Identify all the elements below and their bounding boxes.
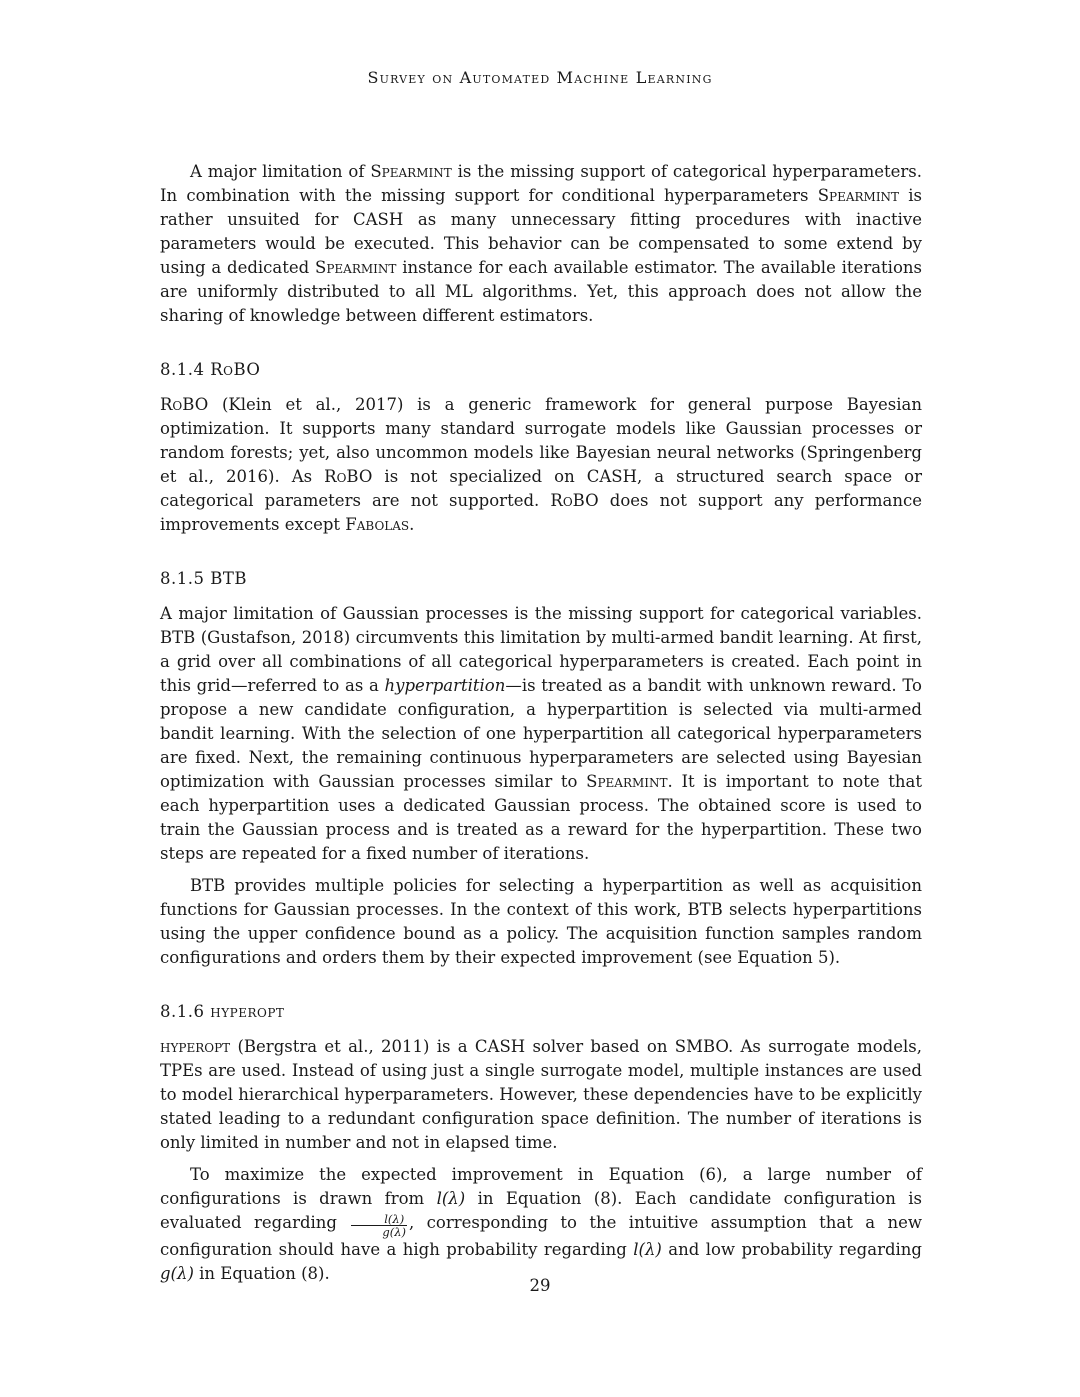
section-heading-btb: 8.1.5 BTB	[160, 569, 247, 588]
running-head: Survey on Automated Machine Learning	[367, 68, 713, 87]
term-spearmint: Spearmint	[315, 258, 397, 277]
paragraph-spearmint-limitation: A major limitation of Spearmint is the missing support of categorical hyperparameters. In combination with the missing support for conditional hyperparameters Spearmint is rather unsuited for CASH as many unnecessary fitting procedures with inactive parameters would be executed. This behavior can be compensated to some extend by using a dedicated Spearmint instance for each available estimator. The available iterations are uniformly distributed to all ML algorithms. Yet, this approach does not allow the sharing of knowledge between different estimators.	[160, 162, 922, 325]
fraction-numerator: l(λ)	[351, 1213, 407, 1226]
section-heading-hyperopt: 8.1.6 hyperopt	[160, 1002, 285, 1021]
term-spearmint: Spearmint	[370, 162, 452, 181]
term-hyperpartition: hyperpartition	[384, 676, 506, 695]
term-robo: RoBO	[550, 491, 599, 510]
paragraph-robo: RoBO (Klein et al., 2017) is a generic framework for general purpose Bayesian optimization. It supports many standard surrogate models like Gaussian processes or random forests; yet, also uncommon models like Bayesian neural networks (Springenberg et al., 2016). As RoBO is not specialized on CASH, a structured search space or categorical parameters are not supported. RoBO does not support any performance improvements except Fabolas.	[160, 395, 923, 534]
page-body	[160, 160, 922, 1286]
fraction-denominator: g(λ)	[382, 1225, 407, 1239]
paragraph-hyperopt-2: To maximize the expected improvement in Equation (6), a large number of configurations is drawn from l(λ) in Equation (8). Each candidate configuration is evaluated regarding $\frac{l(\lambda)}{g(\lambda)}$ , corresponding to the intuitive assumption that a new configuration should have a high probability regarding l(λ) and low probability regarding g(λ) in Equation (8).	[160, 1165, 922, 1283]
paragraph-btb-1: A major limitation of Gaussian processes is the missing support for categorical variables. BTB (Gustafson, 2018) circumvents this limitation by multi-armed bandit learning. At first, a grid over all combinations of all categorical hyperparameters is created. Each point in this grid—referred to as a hyperpartition—is treated as a bandit with unknown reward. To propose a new candidate configuration, a hyperpartition is selected via multi-armed bandit learning. With the selection of one hyperpartition all categorical hyperparameters are fixed. Next, the remaining continuous hyperparameters are selected using Bayesian optimization with Gaussian processes similar to Spearmint. It is important to note that each hyperpartition uses a dedicated Gaussian process. The obtained score is used to train the Gaussian process and is treated as a reward for the hyperpartition. These two steps are repeated for a fixed number of iterations.	[160, 604, 922, 863]
term-spearmint: Spearmint	[817, 186, 900, 205]
term-hyperopt: hyperopt	[160, 1037, 231, 1056]
math-g-lambda: g(λ)	[160, 1264, 194, 1283]
term-fabolas: Fabolas	[345, 515, 410, 534]
math-l-lambda: l(λ)	[633, 1240, 662, 1259]
paragraph-hyperopt-1: hyperopt (Bergstra et al., 2011) is a CASH solver based on SMBO. As surrogate models, TPEs are used. Instead of using just a single surrogate model, multiple instances are used to model hierarchical hyperparameters. However, these dependencies have to be explicitly stated leading to a redundant configuration space definition. The number of iterations is only limited in number and not in elapsed time.	[160, 1037, 922, 1152]
page-number: 29	[529, 1276, 551, 1295]
math-l-lambda: l(λ)	[436, 1189, 466, 1208]
section-heading-robo: 8.1.4 RoBO	[160, 360, 261, 379]
term-robo: RoBO	[324, 467, 373, 486]
paragraph-btb-2: BTB provides multiple policies for selecting a hyperpartition as well as acquisition functions for Gaussian processes. In the context of this work, BTB selects hyperpartitions using the upper confidence bound as a policy. The acquisition function samples random configurations and orders them by their expected improvement (see Equation 5).	[160, 876, 922, 967]
math-fraction	[351, 1213, 407, 1238]
term-spearmint: Spearmint	[586, 772, 668, 791]
term-robo: RoBO	[160, 395, 209, 414]
